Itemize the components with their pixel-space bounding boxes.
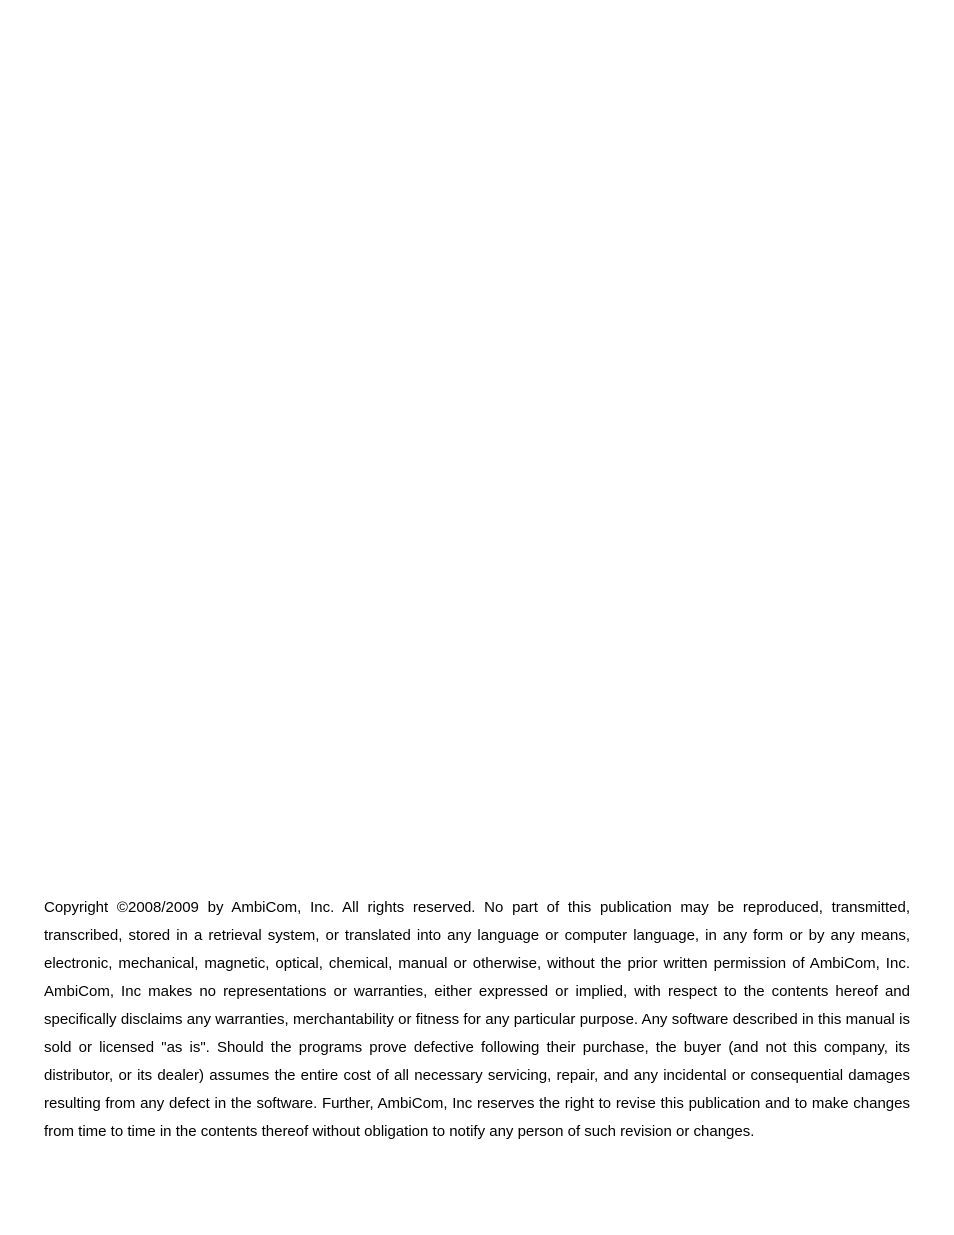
copyright-notice: Copyright ©2008/2009 by AmbiCom, Inc. All rights reserved. No part of this publication may be reproduced, transmitted, transcribed, stored in a retrieval system, or translated into any language or computer language, in any form or by any means, electronic, mechanical, magnetic, optical, chemical, manual or otherwise, without the prior written permission of AmbiCom, Inc. AmbiCom, Inc makes no representations or warranties, either expressed or implied, with respect to the contents hereof and specifically disclaims any warranties, merchantability or fitness for any particular purpose. Any software described in this manual is sold or licensed "as is". Should the programs prove defective following their purchase, the buyer (and not this company, its distributor, or its dealer) assumes the entire cost of all necessary servicing, repair, and any incidental or consequential damages resulting from any defect in the software. Further, AmbiCom, Inc reserves the right to revise this publication and to make changes from time to time in the contents thereof without obligation to notify any person of such revision or changes. — [44, 899, 910, 1140]
